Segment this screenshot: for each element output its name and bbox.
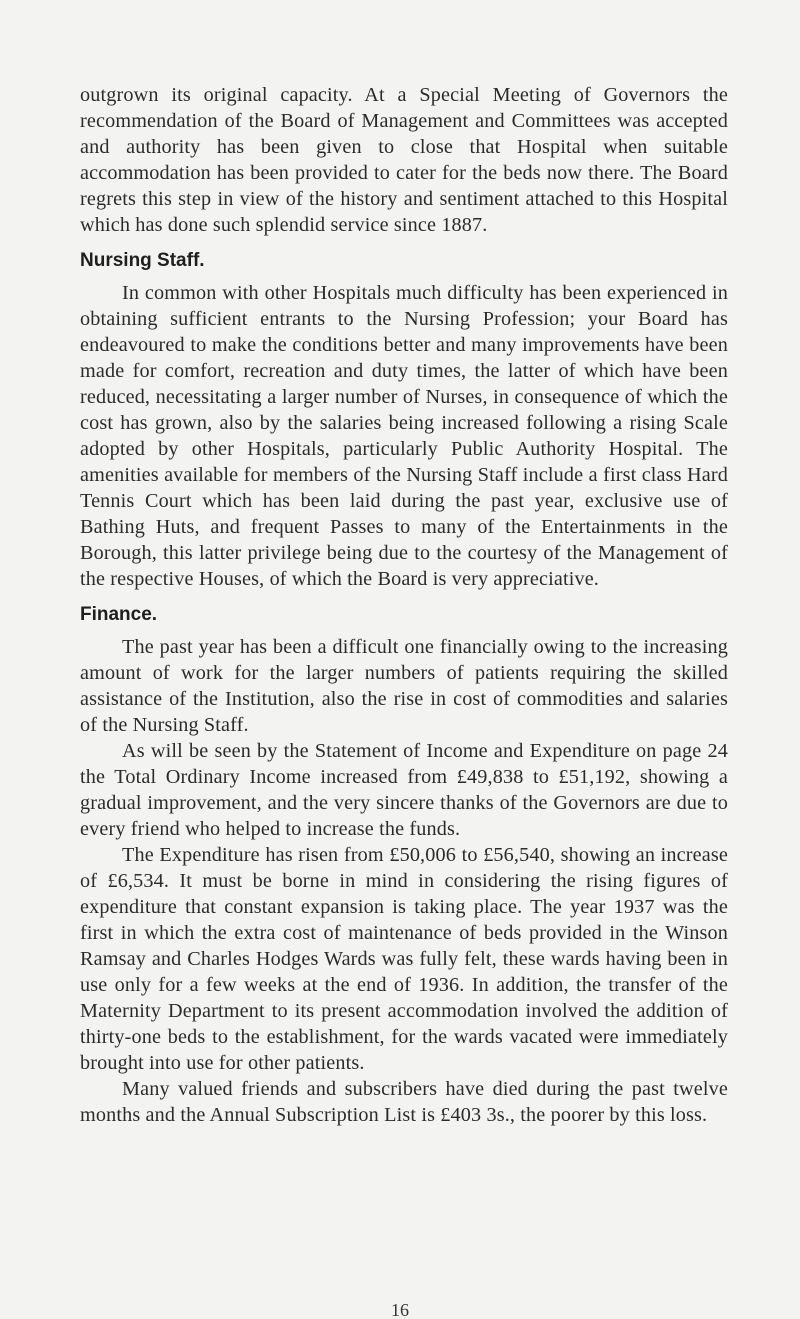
finance-paragraph-4: Many valued friends and subscribers have died during the past twelve months and the Annual Subscription List is £403 3s., the poorer by this loss. <box>80 1078 728 1126</box>
page-number: 16 <box>391 1300 409 1319</box>
finance-paragraph-3: The Expenditure has risen from £50,006 to £56,540, showing an increase of £6,534. It must be borne in mind in considering the rising figures of expenditure that constant expansion is taking place. The year 1937 was the first in which the extra cost of maintenance of beds provided in the Winson Ramsay and Charles Hodges Wards was fully felt, these wards having been in use only for a few weeks at the end of 1936. In addition, the transfer of the Maternity Department to its present accommodation involved the addition of thirty-one beds to the establishment, for the wards vacated were immediately brought into use for other patients. <box>80 844 728 1074</box>
finance-paragraph-1: The past year has been a difficult one financially owing to the increasing amount of work for the larger numbers of patients requiring the skilled assistance of the Institution, also the rise in cost of commodities and salaries of the Nursing Staff. <box>80 636 728 736</box>
finance-heading: Finance. <box>80 604 158 625</box>
nursing-staff-paragraph: In common with other Hospitals much difficulty has been experienced in obtaining sufficient entrants to the Nursing Profession; your Board has endeavoured to make the conditions better and many improvements have been made for comfort, recreation and duty times, the latter of which have been reduced, necessitating a larger number of Nurses, in consequence of which the cost has grown, also by the salaries being increased following a rising Scale adopted by other Hospitals, particularly Public Authority Hospital. The amenities available for members of the Nursing Staff include a first class Hard Tennis Court which has been laid during the past year, exclusive use of Bathing Huts, and frequent Passes to many of the Entertainments in the Borough, this latter privilege being due to the courtesy of the Management of the respective Houses, of which the Board is very appreciative. <box>80 282 728 590</box>
nursing-staff-heading: Nursing Staff. <box>80 250 205 271</box>
intro-paragraph: outgrown its original capacity. At a Special Meeting of Governors the recommendation of the Board of Management and Committees was accepted and authority has been given to close that Hospital when suitable accommodation has been provided to cater for the beds now there. The Board regrets this step in view of the history and sentiment attached to this Hospital which has done such splendid service since 1887. <box>80 84 728 236</box>
finance-paragraph-2: As will be seen by the Statement of Income and Expenditure on page 24 the Total Ordinary Income increased from £49,838 to £51,192, showing a gradual improvement, and the very sincere thanks of the Governors are due to every friend who helped to increase the funds. <box>80 740 728 840</box>
